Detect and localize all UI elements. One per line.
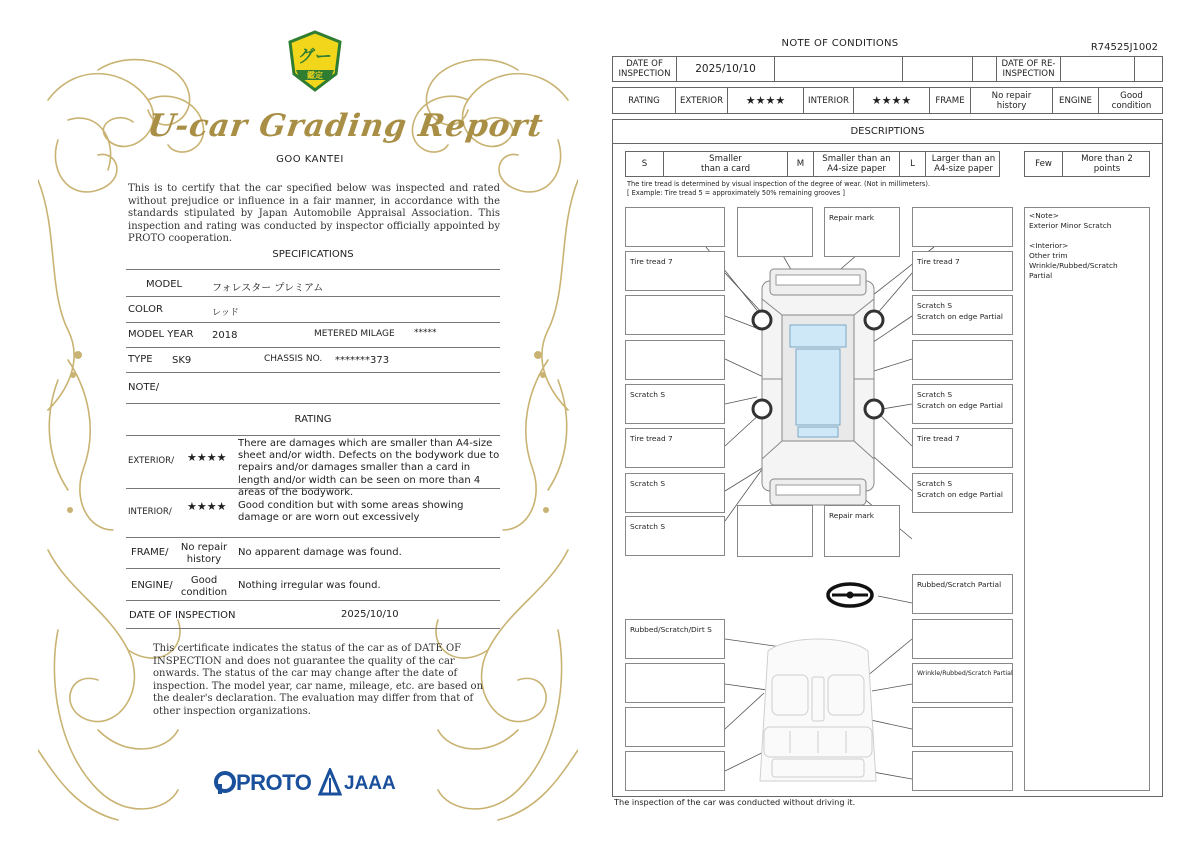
model-value: フォレスター プレミアム <box>212 283 324 294</box>
desc-label: Scratch S Scratch on edge Partial <box>917 301 1003 321</box>
desc-box-tire-fl <box>625 251 725 291</box>
metered-value: ***** <box>414 328 437 338</box>
date-label: DATE OF INSPECTION <box>129 610 236 621</box>
desc-label: Tire tread 7 <box>917 257 960 266</box>
jaaa-logo-icon <box>318 768 342 796</box>
desc-box-scratch-l1 <box>625 384 725 424</box>
proto-logo: PROTO <box>236 770 312 795</box>
legend-few-text: More than 2 points <box>1081 154 1133 174</box>
tire-note-2: [ Example: Tire tread 5 = approximately 50% remaining grooves ] <box>627 189 845 197</box>
legend-m-text: Smaller than an A4-size paper <box>814 152 900 176</box>
desc-label: Rubbed/Scratch Partial <box>917 580 1002 589</box>
desc-box-scratch-l2 <box>625 473 725 513</box>
desc-label: Tire tread 7 <box>917 434 960 443</box>
engine-value: Good condition <box>1111 90 1152 111</box>
reinspection-label: DATE OF RE-INSPECTION <box>997 57 1061 81</box>
note-label: NOTE/ <box>128 382 160 393</box>
jaaa-logo: JAAA <box>344 773 396 794</box>
desc-box <box>737 505 813 557</box>
date-empty <box>973 57 997 81</box>
exterior-stars: ★★★★ <box>728 88 804 113</box>
intro-text: This is to certify that the car specified below was inspected and rated without prejudice or influence in a fair manner, in accordance with the standards stipulated by Japan Automobile Appraisal Association. This inspection and rating was conducted by inspector officially appointed by PROTO cooperation. <box>128 183 500 244</box>
footer-note: The inspection of the car was conducted without driving it. <box>614 797 856 807</box>
exterior-label: EXTERIOR/ <box>128 456 174 466</box>
proto-logo-icon <box>212 770 238 796</box>
rating-table <box>612 87 1163 114</box>
reinspection-value <box>1061 57 1135 81</box>
desc-label: Repair mark <box>829 213 875 222</box>
frame-text: No apparent damage was found. <box>238 547 402 558</box>
desc-box <box>912 751 1013 791</box>
divider <box>126 296 500 297</box>
specs-heading: SPECIFICATIONS <box>272 249 354 260</box>
desc-label: Scratch S <box>630 522 666 531</box>
desc-box-steering <box>912 574 1013 614</box>
desc-label: Wrinkle/Rubbed/Scratch Partial <box>917 670 1013 677</box>
type-label: TYPE <box>128 354 153 365</box>
color-label: COLOR <box>128 304 163 315</box>
model-year-value: 2018 <box>212 330 238 341</box>
frame-value: No repair history <box>180 542 228 566</box>
engine-value: Good condition <box>180 575 228 599</box>
divider <box>126 628 500 629</box>
desc-label: Scratch S Scratch on edge Partial <box>917 390 1003 410</box>
desc-box-scratch-l3 <box>625 516 725 556</box>
desc-box-scratch-r3 <box>912 473 1013 513</box>
report-title: U-car Grading Report <box>145 108 546 144</box>
exterior-text: There are damages which are smaller than A4-size sheet and/or width. Defects on the bodywork due to repairs and/or damages smaller than a card in length and/or width can be seen on more than 4 areas of the bodywork. <box>238 438 500 498</box>
divider <box>126 537 500 538</box>
desc-box-interior-seat <box>912 663 1013 703</box>
divider <box>126 568 500 569</box>
tire-note-1: The tire tread is determined by visual inspection of the degree of wear. (Not in millimeters). <box>627 180 931 188</box>
desc-label: Repair mark <box>829 511 875 520</box>
divider <box>126 435 500 436</box>
date-empty <box>903 57 973 81</box>
desc-label: Scratch S <box>630 479 666 488</box>
desc-box <box>625 707 725 747</box>
legend-few: Few <box>1025 152 1063 176</box>
date-empty <box>1135 57 1164 81</box>
desc-box-tire-rr <box>912 428 1013 468</box>
legend-s: S <box>626 152 664 176</box>
frame-label: FRAME/ <box>131 547 169 558</box>
steering-wheel-icon <box>828 584 872 606</box>
desc-label: Tire tread 7 <box>630 257 673 266</box>
exterior-stars: ★★★★ <box>187 451 227 464</box>
legend-s-text: Smaller than a card <box>664 152 788 176</box>
divider <box>126 372 500 373</box>
desc-box <box>625 751 725 791</box>
desc-box-interior-front <box>625 619 725 659</box>
interior-stars: ★★★★ <box>854 88 930 113</box>
legend-m: M <box>788 152 814 176</box>
desc-box <box>625 340 725 380</box>
date-empty <box>775 57 903 81</box>
legend-l-text: Larger than an A4-size paper <box>931 154 996 174</box>
model-year-label: MODEL YEAR <box>128 329 194 340</box>
legend-l: L <box>900 152 926 176</box>
desc-box <box>625 207 725 247</box>
desc-box <box>912 619 1013 659</box>
desc-box-repair-bottom <box>824 505 900 557</box>
desc-box <box>625 663 725 703</box>
desc-box <box>912 340 1013 380</box>
exterior-label: EXTERIOR <box>676 88 728 113</box>
chassis-value: *******373 <box>335 355 390 366</box>
desc-label: Rubbed/Scratch/Dirt S <box>630 625 712 634</box>
divider <box>126 600 500 601</box>
desc-box-repair-top <box>824 207 900 257</box>
report-subtitle: GOO KANTEI <box>276 154 344 165</box>
reference-number: R74525J1002 <box>1090 42 1158 53</box>
desc-label: Scratch S <box>630 390 666 399</box>
desc-box <box>912 207 1013 247</box>
color-value: レッド <box>212 308 239 318</box>
date-label: DATE OF INSPECTION <box>613 57 677 81</box>
engine-label: ENGINE/ <box>131 580 173 591</box>
interior-label: INTERIOR <box>804 88 854 113</box>
chassis-label: CHASSIS NO. <box>264 354 323 364</box>
rating-label: RATING <box>613 88 676 113</box>
divider <box>126 322 500 323</box>
type-value: SK9 <box>172 355 192 366</box>
rating-heading: RATING <box>294 414 332 425</box>
metered-label: METERED MILAGE <box>314 329 395 339</box>
engine-text: Nothing irregular was found. <box>238 580 381 591</box>
desc-box <box>912 707 1013 747</box>
desc-box-scratch-r1 <box>912 295 1013 335</box>
desc-box-tire-fr <box>912 251 1013 291</box>
descriptions-heading: DESCRIPTIONS <box>612 119 1163 144</box>
divider <box>126 347 500 348</box>
date-value: 2025/10/10 <box>677 57 775 81</box>
engine-label: ENGINE <box>1053 88 1099 113</box>
interior-text: Good condition but with some areas showing damage or are worn out excessively <box>238 500 464 524</box>
side-note-panel <box>1024 207 1150 791</box>
desc-box <box>625 295 725 335</box>
goo-kantei-logo <box>286 30 344 92</box>
date-value: 2025/10/10 <box>341 609 399 620</box>
divider <box>126 269 500 270</box>
desc-label: Scratch S Scratch on edge Partial <box>917 479 1003 499</box>
divider <box>126 488 500 489</box>
frame-value: No repair history <box>971 88 1053 113</box>
date-table <box>612 56 1163 82</box>
side-note-text: <Note> Exterior Minor Scratch <Interior> Other trim Wrinkle/Rubbed/Scratch Partial <box>1029 211 1118 280</box>
desc-box <box>737 207 813 257</box>
divider <box>126 403 500 404</box>
svg-text:グー: グー <box>298 47 332 67</box>
model-label: MODEL <box>146 279 183 290</box>
interior-stars: ★★★★ <box>187 500 227 513</box>
interior-label: INTERIOR/ <box>128 507 172 517</box>
svg-text:鑑定: 鑑定 <box>307 71 323 80</box>
desc-label: Tire tread 7 <box>630 434 673 443</box>
outro-text: This certificate indicates the status of the car as of DATE OF INSPECTION and does not guarantee the quality of the car onwards. The status of the car may change after the date of inspection. The model year, car name, mileage, etc. are based on the dealer's declaration. The evaluation may differ from that of other inspection organizations. <box>153 643 484 717</box>
frame-label: FRAME <box>930 88 971 113</box>
desc-box-scratch-r2 <box>912 384 1013 424</box>
note-title: NOTE OF CONDITIONS <box>781 38 899 49</box>
desc-box-tire-rl <box>625 428 725 468</box>
